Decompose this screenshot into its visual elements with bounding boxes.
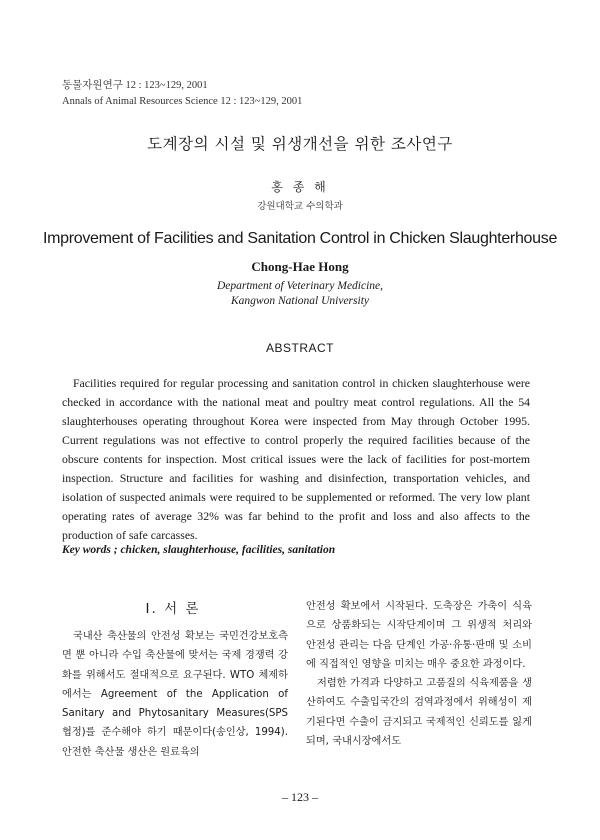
keywords: Key words ; chicken, slaughterhouse, facilities, sanitation [62, 544, 336, 556]
english-affiliation [0, 279, 600, 309]
left-column-paragraph: 국내산 축산물의 안전성 확보는 국민건강보호측면 뿐 아니라 수입 축산물에 맞서는 국제 경쟁력 강화를 위해서도 절대적으로 요구된다. WTO 체제하에서는 Agreement of the Application of Sanitary and Phytosanitary Measures(SPS 협정)를 준수해야 하기 때문이다(송인상, 1994). 안전한 축산물 생산은 원료육의 [62, 631, 288, 758]
section-title-introduction: Ⅰ. 서 론 [145, 601, 201, 617]
right-column-paragraph-2: 저렴한 가격과 다양하고 고품질의 식육제품을 생산하여도 수출입국간의 검역과정에서 위해성이 제기된다면 수출이 금지되고 국제적인 신뢰도를 잃게 되며, 국내시장에서도 [306, 678, 532, 748]
korean-title: 도계장의 시설 및 위생개선을 위한 조사연구 [147, 135, 453, 153]
journal-citation-korean: 동물자원연구 12 : 123~129, 2001 [62, 80, 208, 91]
english-author: Chong-Hae Hong [251, 259, 349, 274]
abstract-body: Facilities required for regular processing and sanitation control in chicken slaughterhouse were checked in accordance with the national meat and poultry meat control regulations. All the 54 slaughterhouses operating throughout Korea were inspected from May through October 1995. Current regulations was not effective to control properly the required facilities because of the obscure contents for inspection. Most critical issues were the lack of facilities for post-mortem inspection. Structure and facilities for washing and disinfection, transportation vehicles, and isolation of suspected animals were required to be supplemented or reformed. The very low plant operating rates of average 32% was far behind to the profit and loss and also affects to the production of safe carcasses. [62, 376, 530, 542]
korean-author: 홍 종 해 [271, 180, 329, 194]
journal-citation-english: Annals of Animal Resources Science 12 : 123~129, 2001 [62, 96, 303, 107]
english-affiliation-line1: Department of Veterinary Medicine, [216, 280, 384, 292]
english-affiliation-line2: Kangwon National University [231, 295, 369, 307]
right-column [306, 597, 532, 751]
journal-citation [62, 78, 302, 110]
right-column-paragraph-1: 안전성 확보에서 시작된다. 도축장은 가축이 식육으로 상품화되는 시작단계이며 그 위생적 처리와 안전성 관리는 다음 단계인 가공·유통·판매 및 소비에 직접적인 영향을 미치는 매우 중요한 과정이다. [306, 601, 532, 670]
korean-affiliation: 강원대학교 수의학과 [257, 201, 343, 212]
english-title: Improvement of Facilities and Sanitation Control in Chicken Slaughterhouse [42, 230, 558, 247]
left-column [62, 627, 288, 762]
abstract-heading: ABSTRACT [265, 341, 334, 355]
page-number: – 123 – [282, 790, 318, 804]
